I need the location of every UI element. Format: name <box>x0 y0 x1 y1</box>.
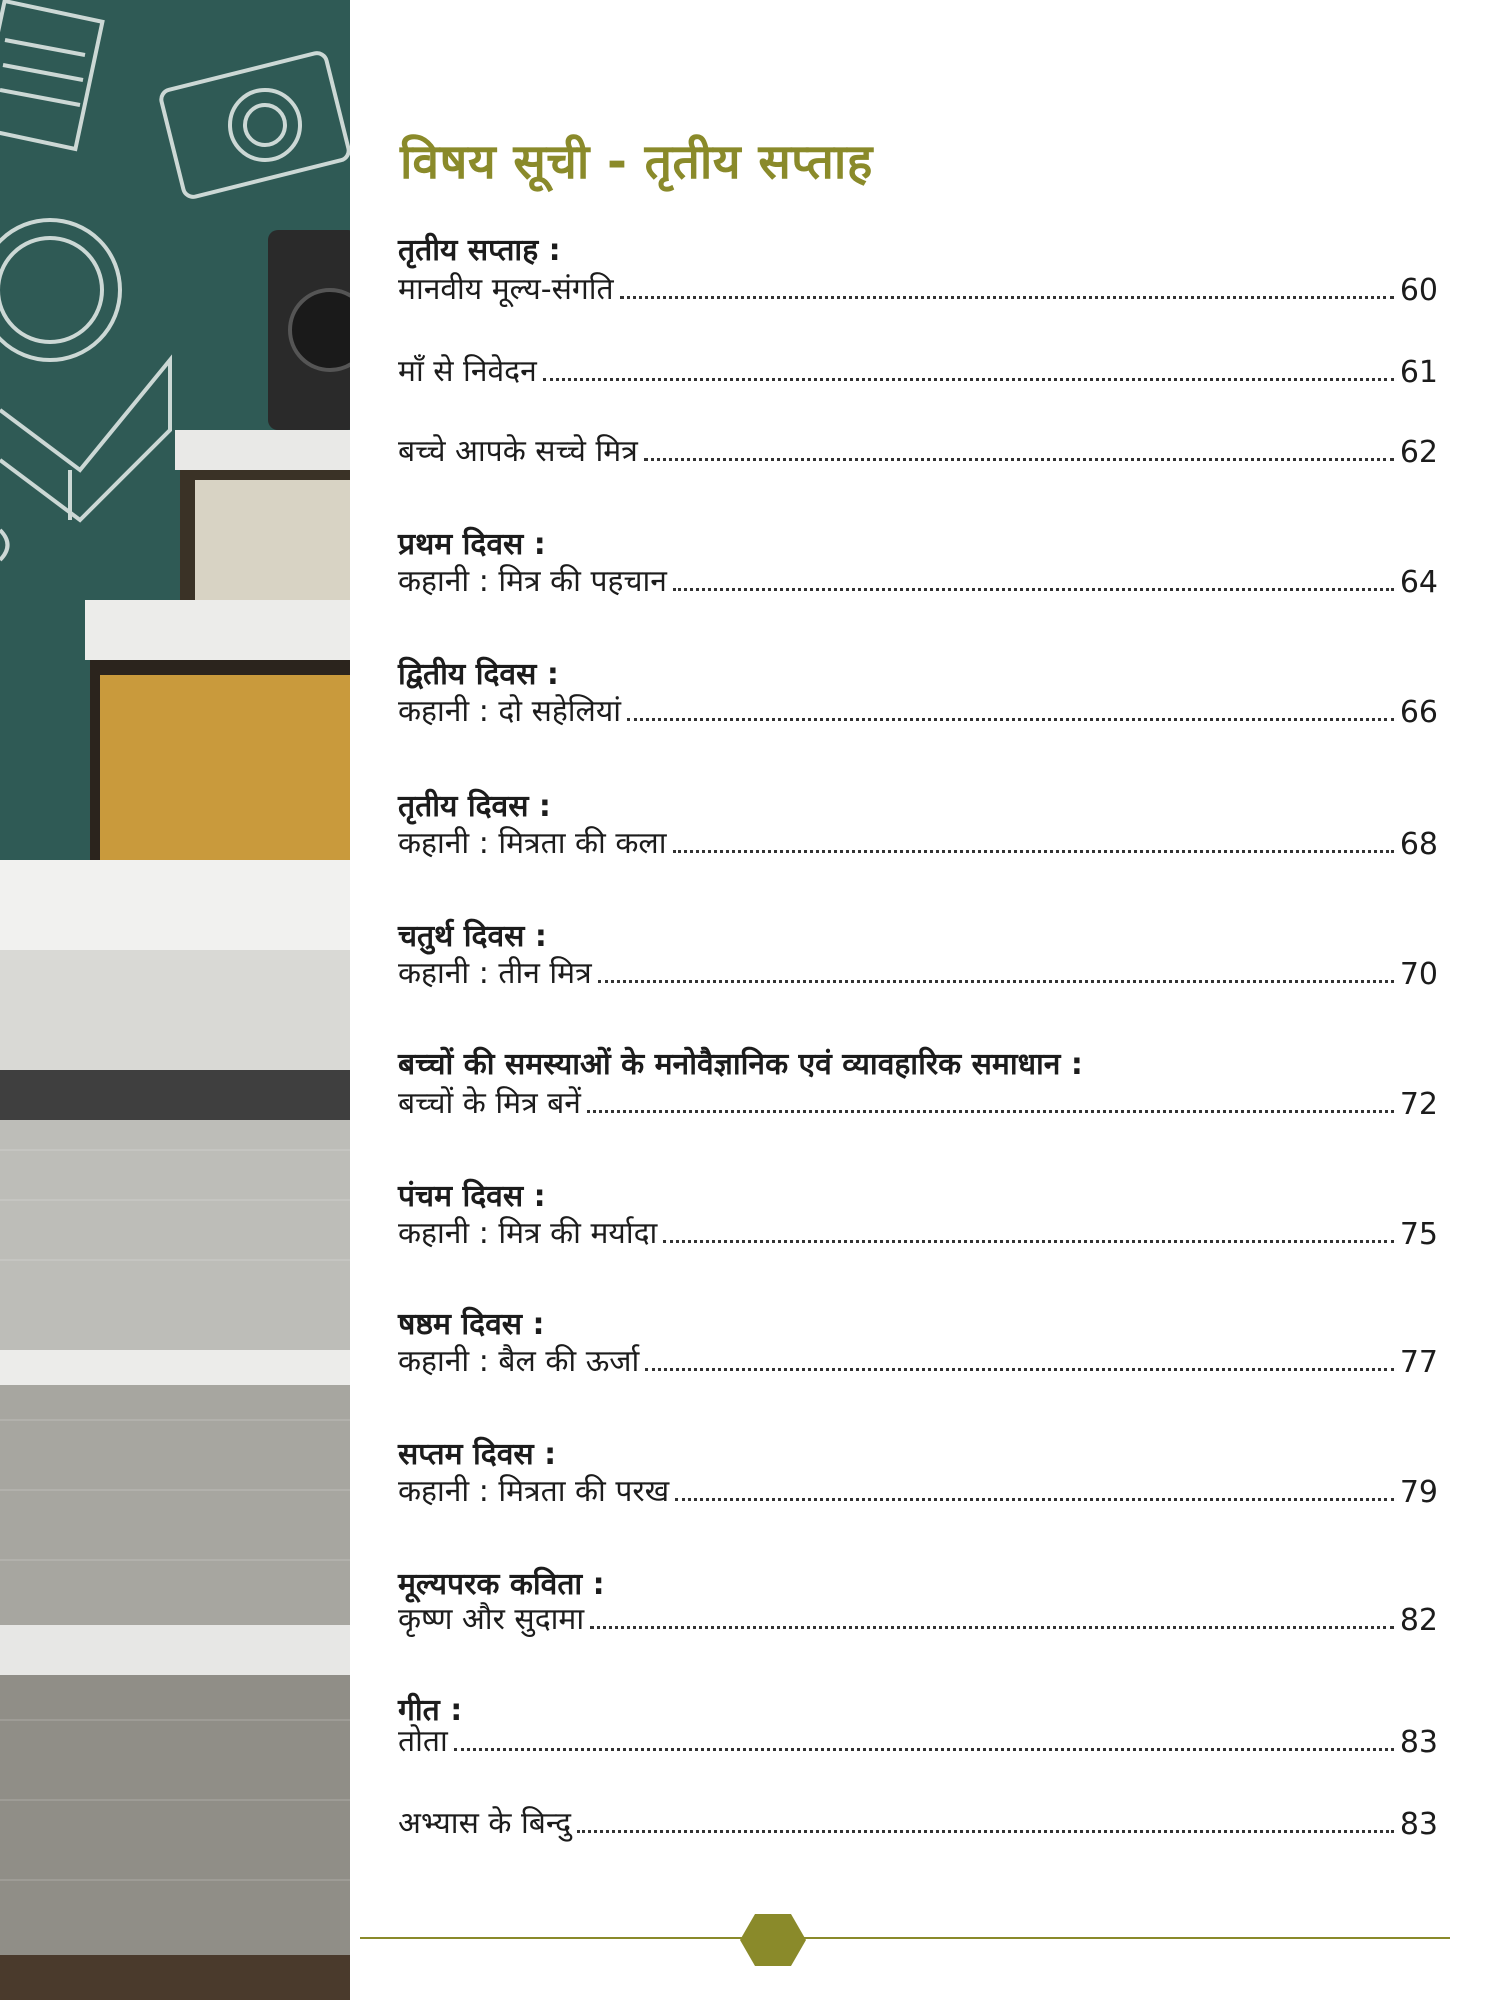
hexagon-icon <box>738 1912 808 1968</box>
toc-entry-label: माँ से निवेदन <box>398 354 537 389</box>
toc-entry[interactable] <box>398 1340 1438 1380</box>
dot-leader <box>627 718 1394 721</box>
toc-section-heading: षष्ठम दिवस : <box>398 1307 545 1342</box>
toc-page-number: 83 <box>1399 1807 1438 1842</box>
dot-leader <box>644 458 1394 461</box>
toc-entry-label: बच्चे आपके सच्चे मित्र <box>398 434 638 469</box>
toc-page-number: 79 <box>1399 1475 1438 1510</box>
toc-entry-label: कहानी : मित्रता की परख <box>398 1474 670 1509</box>
toc-entry-label: कहानी : मित्र की मर्यादा <box>398 1216 658 1251</box>
toc-section-heading: गीत : <box>398 1693 463 1728</box>
dot-leader <box>673 588 1394 591</box>
toc-section-heading: द्वितीय दिवस : <box>398 657 559 692</box>
dot-leader <box>673 850 1394 853</box>
dot-leader <box>577 1830 1394 1833</box>
toc-page-number: 77 <box>1399 1345 1438 1380</box>
toc-entry-label: मानवीय मूल्य-संगति <box>398 272 614 307</box>
toc-section-heading: बच्चों की समस्याओं के मनोवैज्ञानिक एवं व्यावहारिक समाधान : <box>398 1047 1083 1082</box>
decorative-book-stack-image <box>0 0 350 2000</box>
dot-leader <box>454 1748 1394 1751</box>
toc-entry[interactable] <box>398 1082 1438 1122</box>
toc-entry-label: कहानी : मित्र की पहचान <box>398 564 667 599</box>
toc-entry-label: तोता <box>398 1724 448 1759</box>
toc-page-number: 68 <box>1399 827 1438 862</box>
dot-leader <box>645 1368 1394 1371</box>
toc-page-number: 75 <box>1399 1217 1438 1252</box>
toc-section-heading: चतुर्थ दिवस : <box>398 919 547 954</box>
toc-page-number: 70 <box>1399 957 1438 992</box>
toc-entry-label: बच्चों के मित्र बनें <box>398 1086 581 1121</box>
toc-entry-label: कहानी : तीन मित्र <box>398 956 592 991</box>
toc-entry-label: कहानी : मित्रता की कला <box>398 826 667 861</box>
toc-entry[interactable] <box>398 690 1438 730</box>
toc-entry[interactable] <box>398 1212 1438 1252</box>
toc-entry[interactable] <box>398 1598 1438 1638</box>
toc-entry-label: कहानी : दो सहेलियां <box>398 694 622 729</box>
books-illustration <box>0 0 350 2000</box>
footer-rule <box>360 1937 1450 1939</box>
toc-section-heading: पंचम दिवस : <box>398 1179 546 1214</box>
toc-section-heading: मूल्यपरक कविता : <box>398 1567 605 1602</box>
toc-section-heading: तृतीय दिवस : <box>398 789 551 824</box>
dot-leader <box>675 1498 1394 1501</box>
toc-entry-label: कहानी : बैल की ऊर्जा <box>398 1344 640 1379</box>
toc-entry[interactable] <box>398 350 1438 390</box>
dot-leader <box>663 1240 1394 1243</box>
toc-section-heading: प्रथम दिवस : <box>398 527 546 562</box>
toc-page-number: 64 <box>1399 565 1438 600</box>
table-of-contents-page <box>350 0 1500 2000</box>
dot-leader <box>598 980 1394 983</box>
toc-page-number: 61 <box>1399 355 1438 390</box>
toc-entry[interactable] <box>398 822 1438 862</box>
toc-entry-label: अभ्यास के बिन्दु <box>398 1806 572 1841</box>
toc-entry[interactable] <box>398 1720 1438 1760</box>
page-title: विषय सूची - तृतीय सप्ताह <box>400 134 873 190</box>
toc-page-number: 83 <box>1399 1725 1438 1760</box>
toc-page-number: 72 <box>1399 1087 1438 1122</box>
toc-entry[interactable] <box>398 268 1438 308</box>
toc-entry[interactable] <box>398 1802 1438 1842</box>
toc-page-number: 62 <box>1399 435 1438 470</box>
toc-page-number: 82 <box>1399 1603 1438 1638</box>
toc-page-number: 66 <box>1399 695 1438 730</box>
dot-leader <box>620 296 1394 299</box>
dot-leader <box>587 1110 1394 1113</box>
toc-entry[interactable] <box>398 430 1438 470</box>
toc-entry-label: कृष्ण और सुदामा <box>398 1602 585 1637</box>
toc-entry[interactable] <box>398 560 1438 600</box>
dot-leader <box>590 1626 1394 1629</box>
dot-leader <box>543 378 1394 381</box>
toc-page-number: 60 <box>1399 273 1438 308</box>
toc-entry[interactable] <box>398 1470 1438 1510</box>
toc-section-heading: सप्तम दिवस : <box>398 1437 557 1472</box>
toc-entry[interactable] <box>398 952 1438 992</box>
toc-section-heading: तृतीय सप्ताह : <box>398 233 561 268</box>
